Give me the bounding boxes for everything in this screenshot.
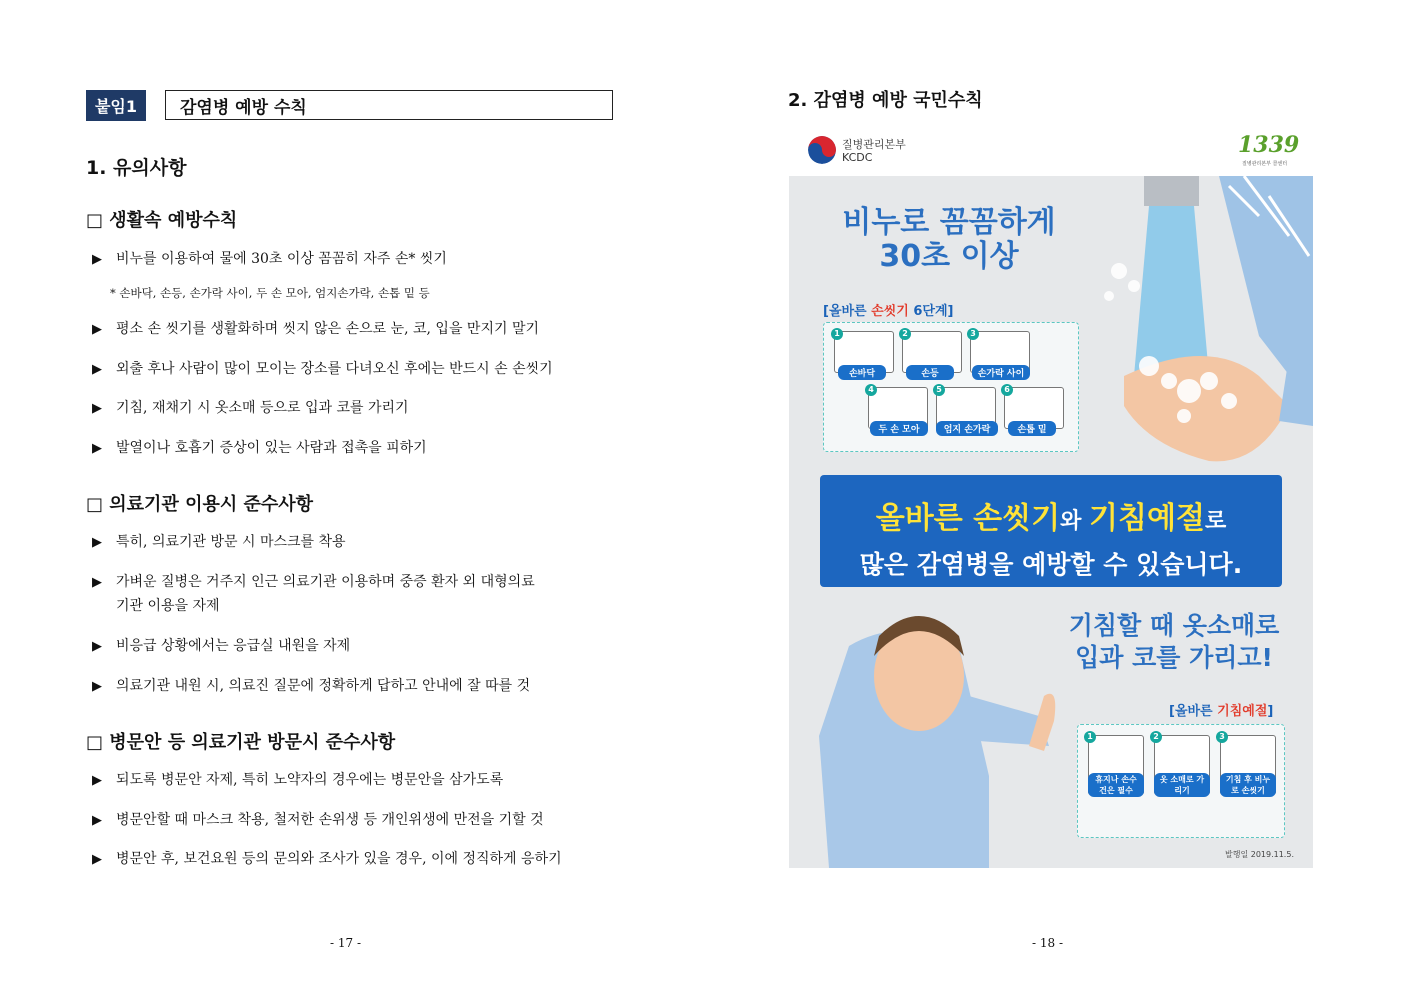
bullet-arrow-icon: ▶: [92, 575, 102, 590]
wash-step-3: 손가락 사이 3: [970, 331, 1030, 380]
bullet-arrow-icon: ▶: [92, 252, 102, 267]
wash-step-5: 엄지 손가락 5: [936, 387, 998, 436]
hotline-logo: 1339: [1238, 132, 1300, 158]
page-number-left: - 17 -: [330, 936, 362, 950]
wash-step-6: 손톱 밑 6: [1004, 387, 1064, 436]
list-item: ▶ 병문안 후, 보건요원 등의 문의와 조사가 있을 경우, 이에 정직하게 응하기: [92, 847, 562, 872]
cough-step-1: 휴지나 손수건은 필수 1: [1088, 735, 1144, 797]
section-heading-2: 2. 감염병 예방 국민수칙: [788, 90, 983, 111]
section-heading-1: 1. 유의사항: [86, 157, 187, 179]
bullet-arrow-icon: ▶: [92, 362, 102, 377]
cough-title: 기침할 때 옷소매로 입과 코를 가리고!: [1068, 611, 1280, 672]
list-item: ▶ 가벼운 질병은 거주지 인근 의료기관 이용하며 중증 환자 외 대형의료: [92, 570, 535, 595]
bullet-arrow-icon: ▶: [92, 679, 102, 694]
cough-steps-panel: [1077, 724, 1285, 838]
wash-step-4: 두 손 모아 4: [868, 387, 928, 436]
group-heading-clinic: □ 의료기관 이용시 준수사항: [86, 494, 314, 515]
hotline-sub: 질병관리본부 콜센터: [1242, 161, 1288, 167]
bullet-arrow-icon: ▶: [92, 852, 102, 867]
bullet-arrow-icon: ▶: [92, 535, 102, 550]
cough-step-2: 옷 소매로 가리기 2: [1154, 735, 1210, 797]
list-item: ▶ 평소 손 씻기를 생활화하며 씻지 않은 손으로 눈, 코, 입을 만지기 말기: [92, 317, 539, 342]
bullet-arrow-icon: ▶: [92, 441, 102, 456]
list-item: ▶ 병문안할 때 마스크 착용, 철저한 손위생 등 개인위생에 만전을 기할 것: [92, 808, 544, 833]
bullet-arrow-icon: ▶: [92, 773, 102, 788]
list-item-continuation: 기관 이용을 자제: [116, 598, 220, 614]
list-item: ▶ 되도록 병문안 자제, 특히 노약자의 경우에는 병문안을 삼가도록: [92, 768, 503, 793]
wash-steps-panel: [823, 322, 1079, 452]
cough-steps-label: [올바른 기침예절]: [1169, 704, 1274, 719]
wash-title: 비누로 꼼꼼하게 30초 이상: [842, 205, 1056, 274]
org-name: 질병관리본부: [842, 138, 906, 151]
org-name-en: KCDC: [842, 151, 873, 164]
list-item: ▶ 비응급 상황에서는 응급실 내원을 자제: [92, 634, 350, 659]
bullet-arrow-icon: ▶: [92, 322, 102, 337]
bullet-arrow-icon: ▶: [92, 813, 102, 828]
attachment-tag: 붙임1: [86, 90, 146, 121]
group-heading-daily: □ 생활속 예방수칙: [86, 210, 238, 231]
bullet-arrow-icon: ▶: [92, 401, 102, 416]
page-number-right: - 18 -: [1032, 936, 1064, 950]
poster: [789, 176, 1313, 868]
list-item: ▶ 외출 후나 사람이 많이 모이는 장소를 다녀오신 후에는 반드시 손 손씻기: [92, 357, 553, 382]
cough-step-3: 기침 후 비누로 손씻기 3: [1220, 735, 1276, 797]
footnote: * 손바닥, 손등, 손가락 사이, 두 손 모아, 엄지손가락, 손톱 밑 등: [110, 286, 430, 300]
list-item: ▶ 비누를 이용하여 물에 30초 이상 꼼꼼히 자주 손* 씻기: [92, 247, 447, 272]
wash-step-2: 손등 2: [902, 331, 962, 380]
bullet-arrow-icon: ▶: [92, 639, 102, 654]
issue-date: 발행일 2019.11.5.: [1225, 850, 1294, 859]
list-item: ▶ 기침, 재채기 시 옷소매 등으로 입과 코를 가리기: [92, 396, 409, 421]
group-heading-visit: □ 병문안 등 의료기관 방문시 준수사항: [86, 732, 396, 753]
wash-steps-label: [올바른 손씻기 6단계]: [823, 304, 954, 319]
list-item: ▶ 특히, 의료기관 방문 시 마스크를 착용: [92, 530, 346, 555]
wash-step-1: 손바닥 1: [834, 331, 894, 380]
page-title: 감염병 예방 수칙: [165, 90, 613, 120]
list-item: ▶ 의료기관 내원 시, 의료진 질문에 정확하게 답하고 안내에 잘 따를 것: [92, 674, 530, 699]
list-item: ▶ 발열이나 호흡기 증상이 있는 사람과 접촉을 피하기: [92, 436, 427, 461]
kcdc-emblem-icon: [808, 136, 836, 164]
main-banner: 올바른 손씻기와 기침예절로 많은 감염병을 예방할 수 있습니다.: [820, 475, 1282, 587]
